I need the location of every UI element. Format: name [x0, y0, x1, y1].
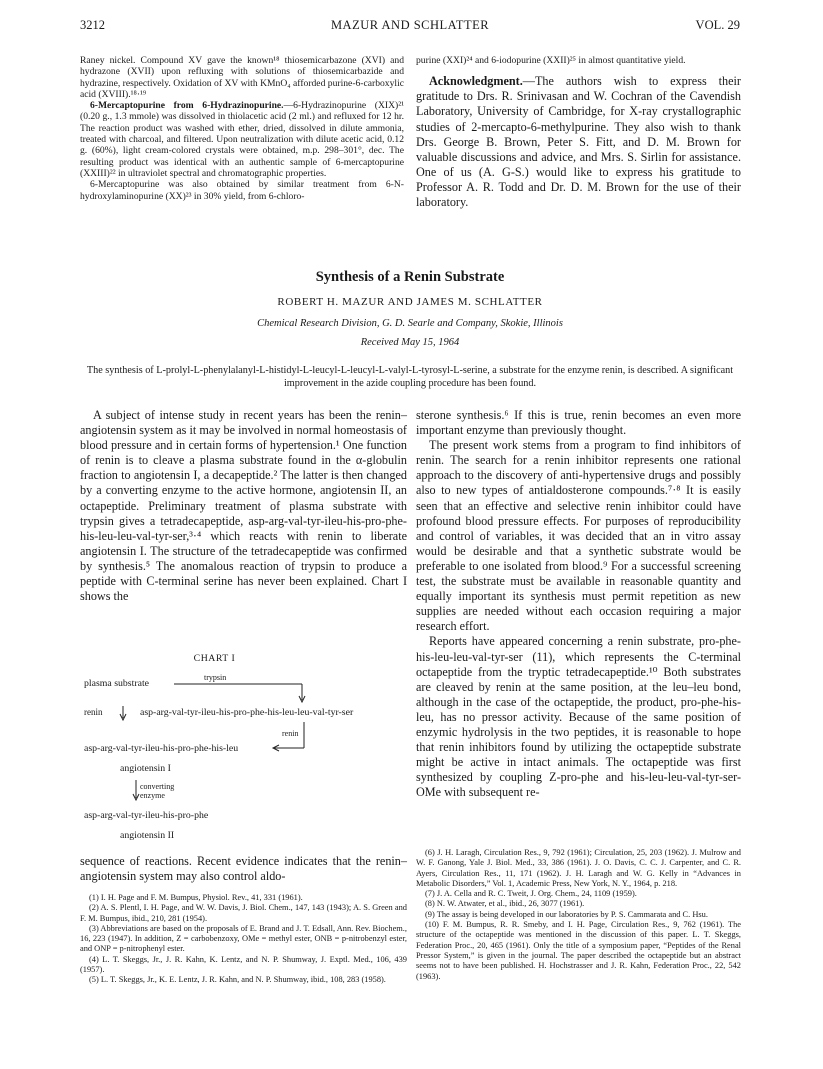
footnote: (6) J. H. Laragh, Circulation Res., 9, 792 (1961); Circulation, 25, 203 (1962). J. Mulrow and W. F. Ganong, Yale J. Biol. Med., 33, 386 (1961). J. O. Davis, C. C. J. Carpenter, and C. R. Ayers, Circulation Res., 11, 171 (1962). J. H. Laragh and W. G. Kelly in “Advances in Metabolic Disorders,” Vol. 1, Academic Press, New York, N. Y., 1964, p. 218.	[416, 848, 741, 888]
decapeptide-sequence: asp-arg-val-tyr-ileu-his-pro-phe-his-leu	[84, 743, 239, 754]
footnote: (8) N. W. Atwater, et al., ibid., 26, 3077 (1961).	[425, 899, 585, 909]
tetradecapeptide-sequence: asp-arg-val-tyr-ileu-his-pro-phe-his-leu-leu-val-tyr-ser	[140, 707, 354, 718]
angiotensin-i-label: angiotensin I	[120, 763, 171, 774]
running-header	[80, 18, 740, 36]
footnote: (3) Abbreviations are based on the proposals of E. Brand and J. T. Edsall, Ann. Rev. Biochem., 16, 223 (1947). In addition, Z = carbobenzoxy, OMe = methyl ester, ONB = p-nitrobenzyl ester, and ONP = p-nitrophenyl ester.	[80, 923, 407, 954]
converting-label: converting	[140, 782, 175, 791]
footnote: (5) L. T. Skeggs, Jr., K. E. Lentz, J. R. Kahn, and N. P. Shumway, ibid., 108, 283 (1958).	[89, 975, 386, 985]
left-body-column	[80, 408, 407, 604]
top-left-column	[80, 55, 404, 202]
paragraph: A subject of intense study in recent years has been the renin–angiotensin system as it may be involved in normal homeostasis of blood pressure and in certain forms of hypertension.¹ One function of renin is to cleave a plasma substrate found in the α-globulin fraction to angiotensin I, a decapeptide.² The latter is then changed by a converting enzyme to the active hormone, angiotensin II, an octapeptide. Preliminary treatment of plasma substrate with trypsin gives a tetradecapeptide, asp-arg-val-tyr-ileu-his-pro-phe-his-leu-leu-val-tyr-ser,³·⁴ which reacts with renin to liberate angiotensin I. The structure of the tetradecapeptide was confirmed by synthesis.⁵ The anomalous reaction of trypsin to produce a peptide with C-terminal serine has never been explained. Chart I shows the	[80, 408, 407, 604]
footnote: (9) The assay is being developed in our laboratories by P. S. Cammarata and C. Hsu.	[425, 909, 708, 919]
octapeptide-sequence: asp-arg-val-tyr-ileu-his-pro-phe	[84, 810, 209, 821]
paragraph: Reports have appeared concerning a renin substrate, pro-phe-his-leu-leu-val-tyr-ser (11), which represents the C-terminal octapeptide from the tryptic tetradecapeptide.¹⁰ Both substrates are cleaved by renin at the same position, at the leu–leu bond, although in the case of the octapeptide, the product, pro-phe-his-leu, has no pressor activity. Because of the same position of enzymic hydrolysis in the two peptides, it is reasonable to hope that renin inhibitors found by utilizing the octapeptide substrate might be active in intact animals. The octapeptide was first synthesized by coupling Z-pro-phe and his-leu-leu-val-tyr-ser-OMe with subsequent re-	[416, 634, 741, 800]
paragraph: purine (XXI)²⁴ and 6-iodopurine (XXII)²⁵ in almost quantitative yield.	[416, 55, 686, 66]
paragraph: sequence of reactions. Recent evidence indicates that the renin–angiotensin system may also control aldo-	[80, 854, 407, 884]
paragraph: sterone synthesis.⁶ If this is true, renin becomes an even more important enzyme than previously thought.	[416, 408, 741, 438]
renin-label: renin	[282, 729, 299, 738]
renin-label: renin	[84, 707, 103, 717]
footnote: (7) J. A. Cella and R. C. Tweit, J. Org. Chem., 24, 1109 (1959).	[425, 889, 637, 899]
acknowledgment: Acknowledgment.—The authors wish to express their gratitude to Drs. R. Srinivasan and W. Cochran of the Cavendish Laboratory, University of Cambridge, for X-ray crystallographic studies of 2-mercapto-6-methylpurine. They also wish to thank Drs. George B. Brown, Peter S. Fitt, and D. M. Brown for valuable discussions and advice, and Mrs. S. Sirlin for assistance. One of us (A. G-S.) would like to express his gratitude to Professor A. R. Todd and Dr. D. M. Brown for the use of their laboratory.	[416, 74, 741, 210]
top-right-column	[416, 55, 741, 210]
article-title: Synthesis of a Renin Substrate	[315, 269, 505, 285]
volume-label: VOL. 29	[695, 18, 740, 32]
footnote: (2) A. S. Plentl, I. H. Page, and W. W. Davis, J. Biol. Chem., 147, 143 (1943); A. S. Green and F. M. Bumpus, ibid., 210, 281 (1954).	[80, 903, 407, 923]
page-number: 3212	[80, 18, 105, 32]
chart-arrows	[82, 650, 347, 845]
paragraph: Raney nickel. Compound XV gave the known¹⁸ thiosemicarbazone (XVI) and hydrazone (XVII) upon refluxing with solutions of thiosemicarbazide and hydrazine, respectively. Oxidation of XV with KMnO₄ afforded purine-6-carboxylic acid (XVIII).¹⁸·¹⁹	[80, 55, 404, 100]
footnote: (4) L. T. Skeggs, Jr., J. R. Kahn, K. Lentz, and N. P. Shumway, J. Exptl. Med., 106, 439 (1957).	[80, 954, 407, 975]
section-heading: 6-Mercaptopurine from 6-Hydrazinopurine.	[90, 100, 284, 112]
plasma-substrate-label: plasma substrate	[84, 678, 150, 689]
left-body-continuation	[80, 854, 407, 884]
chart-title: CHART I	[193, 653, 236, 664]
left-footnotes	[80, 893, 407, 986]
enzyme-label: enzyme	[140, 791, 165, 800]
right-footnotes	[416, 848, 741, 982]
received-date: Received May 15, 1964	[360, 337, 460, 348]
trypsin-label: trypsin	[204, 673, 227, 682]
footnote: (1) I. H. Page and F. M. Bumpus, Physiol. Rev., 41, 331 (1961).	[89, 893, 303, 902]
chart-i	[82, 650, 354, 841]
affiliation: Chemical Research Division, G. D. Searle and Company, Skokie, Illinois	[257, 318, 563, 329]
footnote: (10) F. M. Bumpus, R. R. Smeby, and I. H. Page, Circulation Res., 9, 762 (1961). The structure of the octapeptide was mentioned in the discussion of this paper. L. T. Skeggs, Federation Proc., 20, 465 (1961). Only the title of a symposium paper, “Peptides of the Renal Pressor System,” is given in the journal. The paper described the octapeptide but an abstract seems not to have been published. H. Hochstrasser and J. R. Kahn, Federation Proc., 22, 542 (1963).	[416, 920, 741, 981]
article-authors: ROBERT H. MAZUR AND JAMES M. SCHLATTER	[277, 296, 543, 308]
right-body-column	[416, 408, 741, 800]
running-title: MAZUR AND SCHLATTER	[330, 18, 490, 32]
paragraph: 6-Mercaptopurine from 6-Hydrazinopurine.—6-Hydrazinopurine (XIX)²¹ (0.20 g., 1.3 mmole) was dissolved in thiolacetic acid (2 ml.) and refluxed for 12 hr. The reaction product was washed with ether, dried, dissolved in dilute ammonia, treated with charcoal, and filtered. Upon neutralization with dilute acetic acid, 0.12 g. (60%), light cream-colored crystals were obtained, m.p. 298–301°, dec. The resulting product was identical with an authentic sample of 6-mercaptopurine (XXIII)²² in ultraviolet spectral and chromatographic properties.	[80, 100, 404, 179]
paragraph: The present work stems from a program to find inhibitors of renin. The search for a renin inhibitor represents one rational approach to the discovery of anti-hypertensive drugs and possibly also to new types of antialdosterone compounds.⁷·⁸ It is easily seen that an effective and selective renin inhibitor could have profound blood pressure effects. For purposes of reproducibility and control of variables, it was decided that an in vitro assay would be desirable and that a synthetic substrate would be preferable to one isolated from blood.⁹ For a successful screening test, the substrate must be available in reasonable quantity and equally important its synthesis must permit repetition as new supplies are needed without each occasion requiring a major research effort.	[416, 438, 741, 634]
paragraph: 6-Mercaptopurine was also obtained by similar treatment from 6-N-hydroxylaminopurine (XX)²³ in 30% yield, from 6-chloro-	[80, 179, 404, 202]
abstract: The synthesis of L-prolyl-L-phenylalanyl-L-histidyl-L-leucyl-L-leucyl-L-valyl-L-tyrosyl-L-serine, a substrate for the enzyme renin, is described. A significant improvement in the azide coupling procedure has been found.	[86, 365, 734, 389]
section-heading: Acknowledgment.	[429, 74, 523, 89]
angiotensin-ii-label: angiotensin II	[120, 830, 175, 841]
